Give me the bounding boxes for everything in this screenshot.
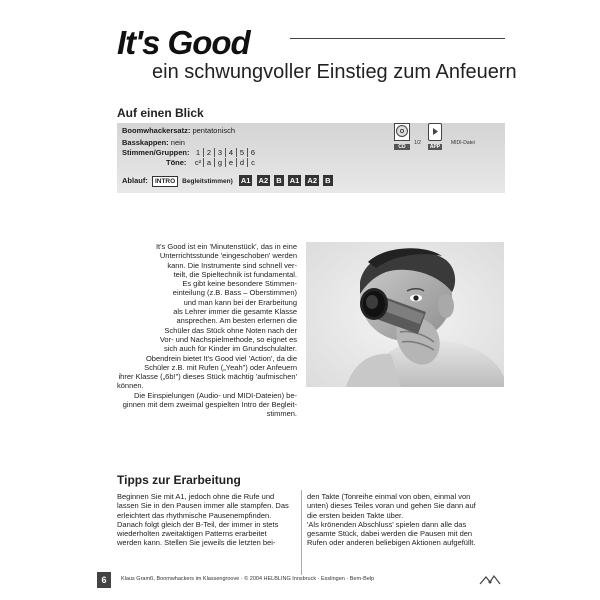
page-number: 6: [97, 572, 111, 588]
ablauf-part: A2: [258, 176, 269, 185]
intro-line: sich auch für Kinder im Grundschulalter.: [164, 344, 297, 354]
stimme-cell: 1: [195, 148, 201, 157]
cd-icon: [394, 123, 410, 141]
page-title: It's Good: [117, 24, 250, 61]
basskappen-row: [122, 138, 185, 147]
app-label: APP: [429, 144, 441, 150]
cd-label: CD: [394, 144, 410, 150]
tipps-heading: Tipps zur Erarbeitung: [117, 473, 241, 487]
tipps-line: die ersten beiden Takte über.: [307, 510, 404, 520]
stimme-cell: 4: [225, 148, 236, 157]
stimmen-grid: [193, 148, 258, 157]
stimme-cell: 5: [236, 148, 247, 157]
stimme-cell: 6: [247, 148, 258, 157]
intro-line: Unterrichtsstunde 'eingeschoben' werden: [159, 251, 297, 261]
overview-heading: Auf einen Blick: [117, 106, 204, 120]
intro-text: [117, 242, 297, 419]
app-media: [428, 123, 442, 150]
basskappen-value: nein: [170, 138, 185, 147]
tipps-line: Beginnen Sie mit A1, jedoch ohne die Rufe und: [117, 492, 275, 501]
intro-line: können.: [117, 381, 144, 391]
intro-line: Es gibt keine besondere Stimmen-: [182, 279, 297, 289]
tipps-left-column: [117, 492, 297, 548]
intro-line: It's Good ist ein 'Minutenstück', das in eine: [155, 242, 297, 251]
midi-label: MIDI-Datei: [451, 140, 475, 146]
intro-line: Schüler das Stück ohne Noten nach der: [164, 325, 297, 335]
intro-line: teilt, die Spieltechnik ist fundamental.: [173, 269, 297, 279]
intro-line: kann. Die Instrumente sind schnell ver-: [167, 260, 297, 270]
tipps-line: gesamte Stück, dabei werden die Pausen mit den: [307, 529, 473, 539]
intro-line: ihrer Klasse („6b!") dieses Stück mächtig 'aufmischen': [118, 372, 297, 382]
tipps-line: werden kann. Stellen Sie jeweils die letzten bei-: [117, 538, 276, 548]
tipps-line: Rufen oder anderen beliebigen Aktionen aufgefüllt.: [307, 538, 476, 548]
tipps-right-column: [307, 492, 505, 548]
intro-line: Schüler z.B. mit Rufen („Yeah") oder Anfeuern: [144, 362, 297, 372]
intro-line: ansprechen. Am besten erlernen die: [176, 316, 297, 326]
tipps-line: erleichtert das rhythmische Pausenempfinden.: [117, 510, 272, 520]
intro-line: als Lehrer immer die gesamte Klasse: [173, 307, 297, 317]
ablauf-part: A2: [307, 176, 318, 185]
photo-image: [306, 242, 504, 387]
stimmen-row: [122, 148, 190, 157]
intro-line: Die Einspielungen (Audio- und MIDI-Dateien) be-: [133, 390, 297, 400]
ablauf-part: A1: [289, 176, 300, 185]
page-subtitle: ein schwungvoller Einstieg zum Anfeuern: [152, 61, 517, 83]
ton-cell: d: [236, 158, 247, 167]
toene-label: Töne:: [166, 158, 187, 167]
intro-line: Vor- und Nachspielmethode, so eignet es: [159, 334, 297, 344]
stimme-cell: 2: [203, 148, 214, 157]
intro-line: und man kann bei der Erarbeitung: [183, 297, 297, 307]
tipps-line: lassen Sie in den Pausen immer alle stampfen. Das: [117, 501, 289, 511]
boomwhacker-label: Boomwhackersatz:: [122, 126, 191, 135]
toene-grid: [193, 158, 258, 167]
ton-cell: c: [247, 158, 258, 167]
ablauf-row: [122, 175, 333, 187]
title-rule: [290, 38, 505, 39]
intro-line: Obendrein bietet It's Good viel 'Action', da die: [145, 353, 297, 363]
basskappen-label: Basskappen:: [122, 138, 169, 147]
ablauf-label: Ablauf:: [122, 176, 148, 185]
tipps-line: den Takte (Tonreihe einmal von oben, einmal von: [307, 492, 471, 501]
boomwhacker-row: [122, 126, 235, 135]
tipps-line: 'Als krönenden Abschluss' spielen dann alle das: [307, 519, 467, 529]
ablauf-part: A1: [240, 176, 251, 185]
ton-cell: c²: [194, 158, 202, 167]
ablauf-intro: INTRO: [152, 176, 178, 187]
intro-line: einteilung (z.B. Bass – Oberstimmen): [172, 288, 297, 298]
toene-row: [166, 158, 186, 167]
intro-line: ginnen mit dem zweimal gespielten Intro der Begleit-: [122, 400, 297, 410]
intro-line: stimmen.: [266, 409, 297, 419]
ton-cell: e: [225, 158, 236, 167]
tipps-line: Danach folgt gleich der B-Teil, der immer in stets: [117, 519, 279, 529]
column-divider: [301, 490, 302, 575]
ablauf-part: B: [276, 176, 282, 185]
cd-media: [394, 123, 410, 150]
cd-track: 1/2: [414, 140, 421, 146]
tipps-line: unten) dieses Teiles voran und gehen Sie dann auf: [307, 501, 476, 511]
footer-credit: Klaus Gramß, Boomwhackers im Klassengroove · © 2004 HELBLING Innsbruck · Esslingen · Bern-Belp: [121, 576, 375, 582]
stimme-cell: 3: [214, 148, 225, 157]
stimmen-label: Stimmen/Gruppen:: [122, 148, 190, 157]
page-footer: [97, 572, 505, 589]
ton-cell: a: [203, 158, 214, 167]
ablauf-part: B: [325, 176, 331, 185]
photo-child-with-tube: [306, 242, 504, 387]
ablauf-intro-note: Begleitstimmen): [182, 178, 233, 185]
publisher-logo-icon: [478, 574, 502, 586]
tablet-icon: [428, 123, 442, 141]
ton-cell: g: [214, 158, 225, 167]
tipps-line: wiederholten zweitaktigen Patterns erarbeitet: [117, 529, 267, 539]
boomwhacker-value: pentatonisch: [192, 126, 235, 135]
